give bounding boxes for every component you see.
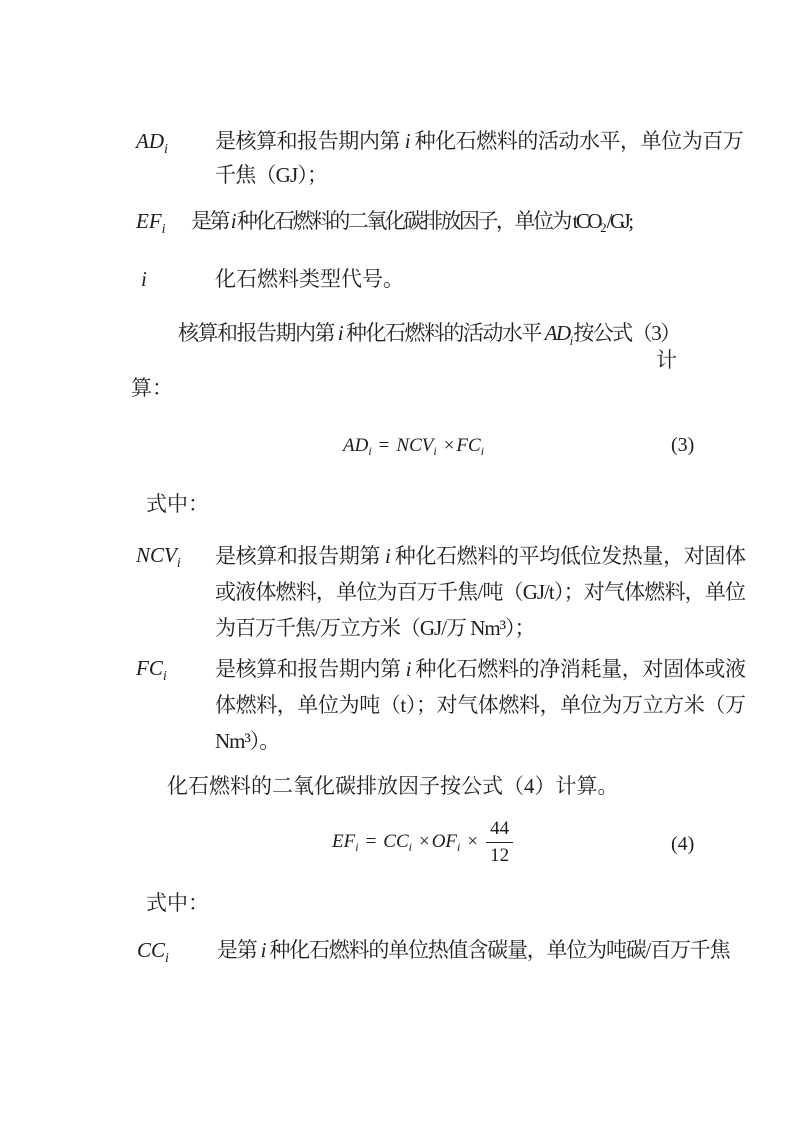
formula3-rhs1: NCV bbox=[396, 435, 434, 456]
variable-i: i bbox=[337, 321, 343, 345]
definition-ef-text-tail: /GJ; bbox=[606, 209, 632, 233]
definition-fc bbox=[215, 651, 745, 759]
term-ncv-subscript: i bbox=[176, 556, 181, 571]
variable-ad-subscript: i bbox=[569, 333, 574, 348]
definition-ef-text: 是第 bbox=[191, 209, 231, 233]
equals-sign: = bbox=[378, 435, 390, 456]
term-fc bbox=[136, 651, 167, 694]
variable-ad: AD bbox=[544, 321, 570, 345]
definition-fc-text-tail: 种化石燃料的净消耗量，对固体或液体燃料，单位为吨（t）；对气体燃料，单位为万立方米（万 Nm³）。 bbox=[215, 657, 745, 753]
definition-ad bbox=[215, 124, 743, 192]
formula-3-number: (3) bbox=[671, 434, 695, 456]
fraction-denominator: 12 bbox=[490, 845, 510, 866]
formula4-lhs-subscript: i bbox=[355, 839, 359, 854]
definition-cc-text: 是第 bbox=[217, 938, 261, 962]
term-ad bbox=[136, 124, 168, 167]
definition-ad-text: 是核算和报告期内第 bbox=[215, 129, 405, 153]
definition-ef bbox=[191, 204, 632, 245]
definition-ncv bbox=[215, 538, 745, 646]
formula-4 bbox=[332, 818, 513, 867]
variable-i: i bbox=[405, 657, 411, 681]
formula-3 bbox=[343, 434, 484, 463]
term-ef-subscript: i bbox=[161, 222, 166, 237]
formula4-rhs1-subscript: i bbox=[408, 839, 412, 854]
paragraph-formula3-text-mid: 种化石燃料的活动水平 bbox=[342, 321, 545, 345]
multiply-sign: × bbox=[467, 830, 479, 852]
paragraph-formula3-line2 bbox=[656, 343, 677, 377]
multiply-sign: × bbox=[443, 435, 455, 456]
formula3-rhs2: FC bbox=[456, 435, 481, 456]
definition-fc-text: 是核算和报告期内第 bbox=[215, 657, 406, 681]
variable-i: i bbox=[260, 938, 266, 962]
equals-sign: = bbox=[365, 830, 377, 852]
co2-subscript: 2 bbox=[600, 220, 607, 235]
paragraph-formula3-text: 核算和报告期内第 bbox=[178, 321, 338, 345]
formula3-lhs-subscript: i bbox=[368, 444, 372, 458]
definition-cc-text-tail: 种化石燃料的单位热值含碳量，单位为吨碳/百万千焦 bbox=[265, 938, 730, 962]
paragraph-formula3-text-tail: 按公式（3） bbox=[573, 321, 680, 345]
variable-i: i bbox=[385, 544, 390, 568]
definition-ncv-text: 是核算和报告期第 bbox=[215, 544, 386, 568]
term-ncv-symbol: NCV bbox=[136, 543, 177, 567]
paragraph-formula4: 化石燃料的二氧化碳排放因子按公式（4）计算。 bbox=[167, 774, 619, 798]
formula3-rhs1-subscript: i bbox=[433, 444, 437, 458]
definition-cc bbox=[217, 933, 729, 967]
definition-ef-text-mid: 种化石燃料的二氧化碳排放因子，单位为 tCO bbox=[234, 209, 601, 233]
term-i bbox=[141, 262, 147, 296]
variable-i: i bbox=[404, 129, 410, 153]
term-ncv bbox=[136, 538, 181, 581]
definition-i bbox=[215, 262, 404, 296]
multiply-sign: × bbox=[418, 830, 430, 852]
term-fc-subscript: i bbox=[162, 669, 167, 684]
formula3-rhs2-subscript: i bbox=[480, 444, 485, 458]
where-label-2: 式中： bbox=[146, 891, 209, 915]
term-cc-subscript: i bbox=[165, 951, 169, 966]
wrap-char: 计 bbox=[656, 348, 677, 372]
formula4-rhs2-subscript: i bbox=[457, 839, 461, 854]
wrap-tail: 算： bbox=[131, 376, 173, 400]
term-i-symbol: i bbox=[141, 267, 147, 291]
paragraph-formula3-line1 bbox=[178, 316, 680, 358]
term-ad-subscript: i bbox=[164, 142, 168, 157]
definition-i-text: 化石燃料类型代号。 bbox=[215, 267, 404, 291]
formula4-lhs: EF bbox=[332, 830, 356, 852]
definition-ad-text-tail: 种化石燃料的活动水平，单位为百万千焦（GJ）； bbox=[215, 129, 743, 187]
paragraph-formula3-line3 bbox=[131, 371, 173, 405]
fraction-44-12 bbox=[486, 818, 513, 867]
term-ad-symbol: AD bbox=[136, 129, 164, 153]
term-cc-symbol: CC bbox=[137, 938, 166, 962]
definition-ncv-text-tail: 种化石燃料的平均低位发热量，对固体或液体燃料，单位为百万千焦/吨（GJ/t）；对气体燃料，单位为百万千焦/万立方米（GJ/万 Nm³）； bbox=[215, 544, 745, 640]
variable-i: i bbox=[230, 209, 235, 233]
term-fc-symbol: FC bbox=[136, 656, 163, 680]
formula4-rhs1: CC bbox=[383, 830, 409, 852]
term-ef bbox=[136, 204, 166, 247]
where-label-1: 式中： bbox=[146, 492, 209, 516]
formula4-rhs2: OF bbox=[431, 830, 458, 852]
fraction-numerator: 44 bbox=[486, 818, 513, 843]
term-cc bbox=[137, 933, 169, 976]
formula-4-number: (4) bbox=[671, 833, 695, 855]
formula3-lhs: AD bbox=[343, 435, 369, 456]
term-ef-symbol: EF bbox=[136, 209, 162, 233]
